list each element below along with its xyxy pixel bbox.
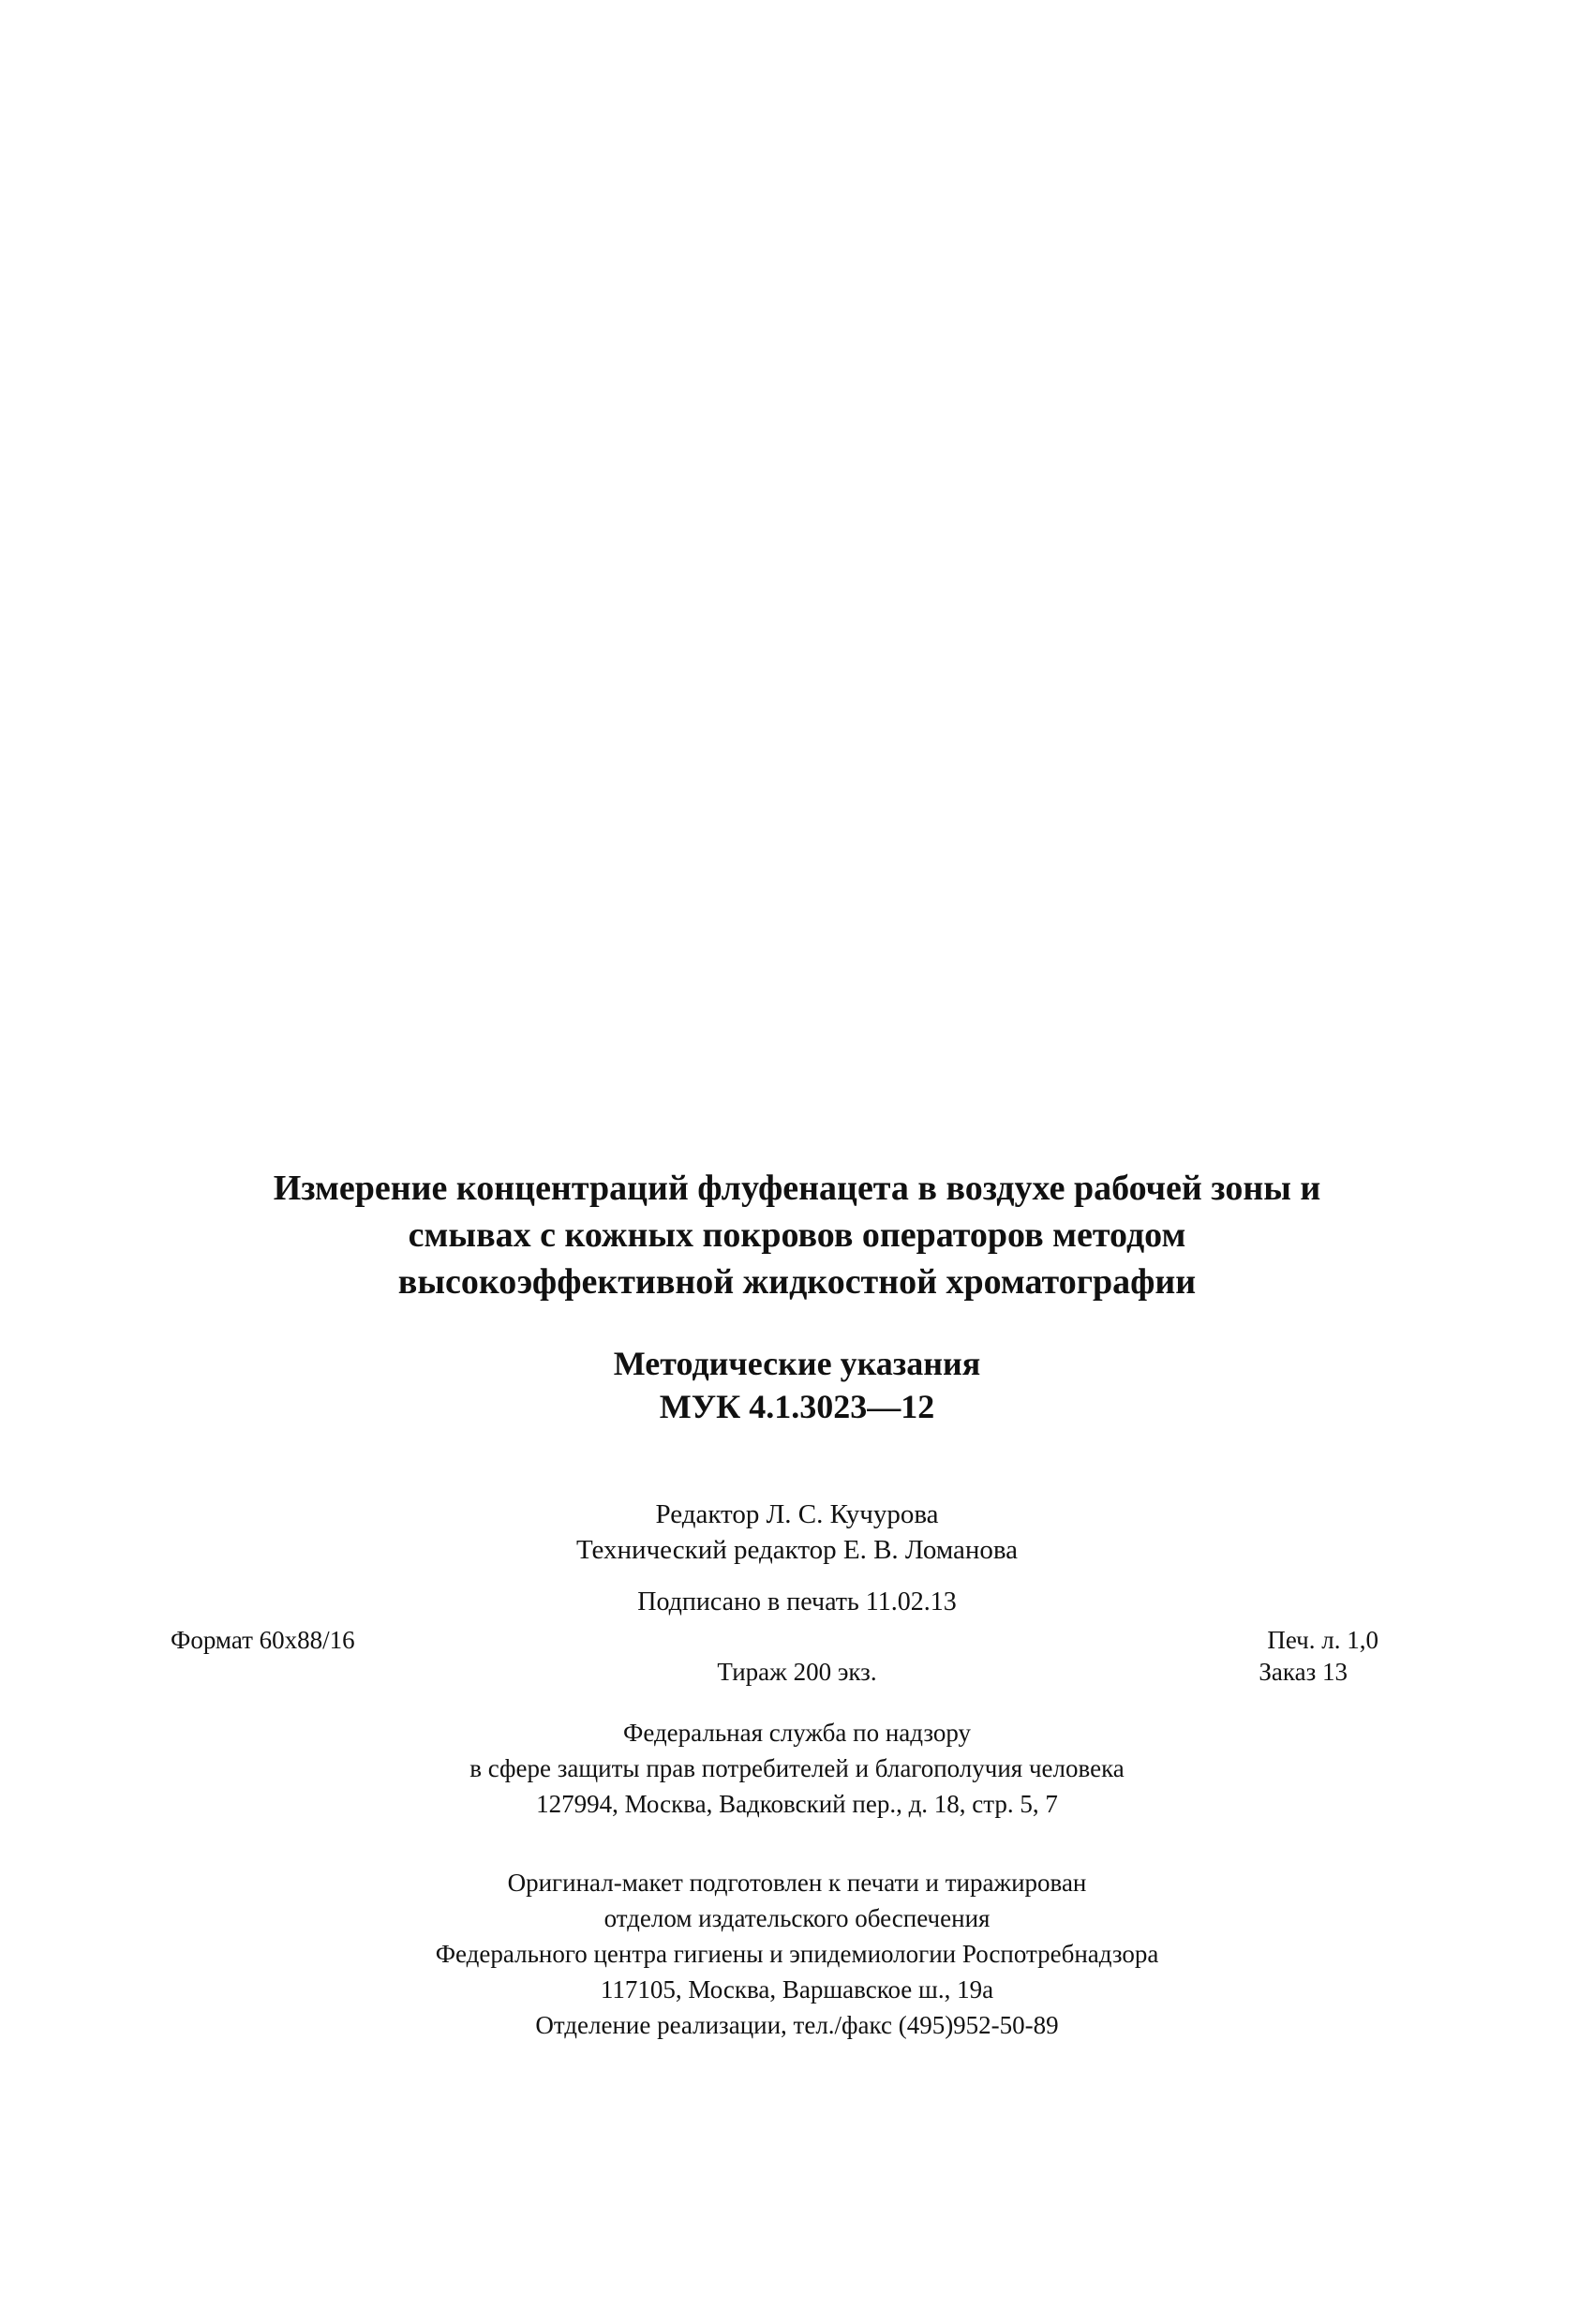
publisher-line: Федеральная служба по надзору [622,1719,971,1747]
title-line: Измерение концентраций флуфенацета в воздухе рабочей зоны и [273,1169,1321,1208]
printer-address: 117105, Москва, Варшавское ш., 19а [600,1975,994,2004]
publisher-address: 127994, Москва, Вадковский пер., д. 18, стр. 5, 7 [536,1790,1058,1818]
printer-block [0,1865,1594,2043]
title-line: смывах с кожных покровов операторов методом [408,1215,1186,1255]
document-kind: Методические указания [613,1345,981,1382]
document-code: МУК 4.1.3023—12 [659,1388,935,1425]
title-line: высокоэффективной жидкостной хроматографии [397,1262,1197,1302]
publisher-block [0,1715,1594,1822]
order-number: Заказ 13 [1259,1658,1348,1686]
publisher-line: в сфере защиты прав потребителей и благополучия человека [469,1754,1125,1782]
document-title [0,1165,1594,1305]
printer-line: Федерального центра гигиены и эпидемиологии Роспотребнадзора [435,1940,1159,1968]
editor: Редактор Л. С. Кучурова [655,1499,939,1529]
document-subtitle [0,1342,1594,1428]
circulation: Тираж 200 экз. [717,1658,877,1686]
credits [0,1497,1594,1568]
paper-format: Формат 60х88/16 [171,1626,355,1654]
print-sheets: Печ. л. 1,0 [1267,1626,1378,1654]
printer-line: Оригинал-макет подготовлен к печати и тиражирован [507,1869,1087,1897]
sales-contact: Отделение реализации, тел./факс (495)952-50-89 [535,2011,1059,2039]
technical-editor: Технический редактор Е. В. Ломанова [575,1535,1019,1565]
signed-date: Подписано в печать 11.02.13 [637,1587,957,1616]
printer-line: отделом издательского обеспечения [603,1904,991,1932]
